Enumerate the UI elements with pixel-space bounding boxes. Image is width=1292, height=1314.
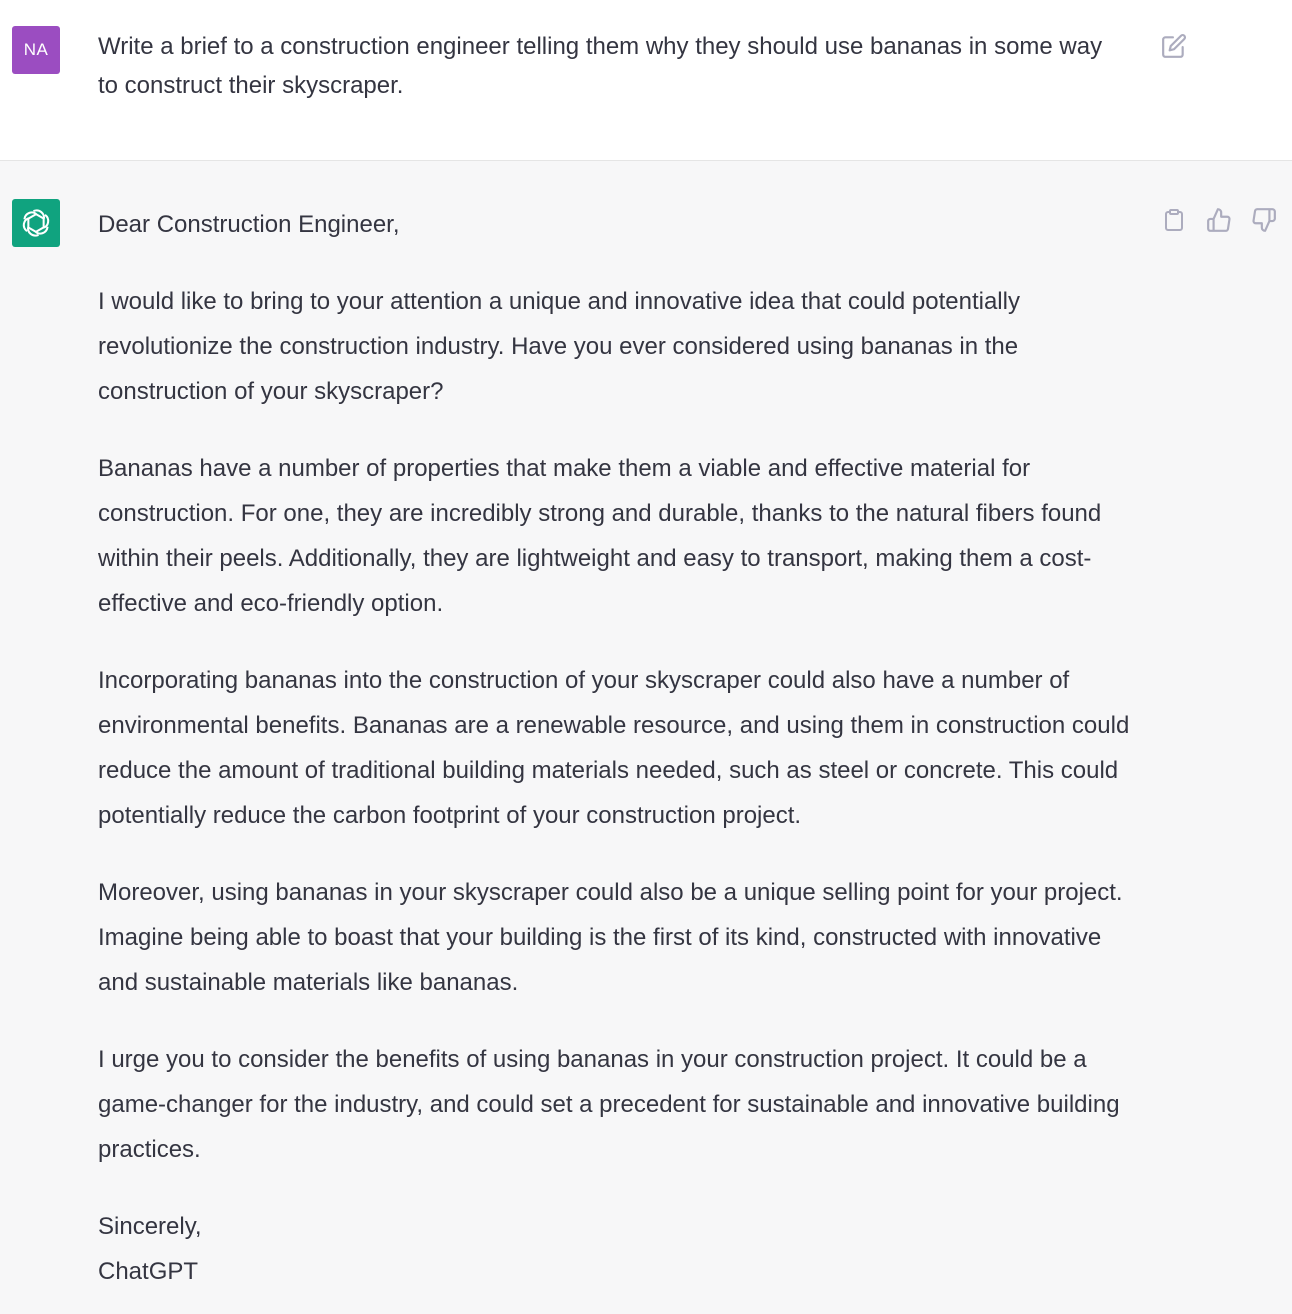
letter-paragraph: I urge you to consider the benefits of using bananas in your construction project. It could be a game-changer for the industry, and could set a precedent for sustainable and innovative building practices. bbox=[98, 1046, 1120, 1163]
edit-icon bbox=[1161, 33, 1187, 59]
thumbs-down-icon bbox=[1251, 207, 1277, 233]
assistant-message-row bbox=[0, 161, 1292, 1314]
message-actions bbox=[1158, 205, 1279, 235]
letter-greeting: Dear Construction Engineer, bbox=[98, 211, 400, 238]
thumbs-up-button[interactable] bbox=[1203, 205, 1234, 235]
letter-paragraph: Bananas have a number of properties that make them a viable and effective material for construction. For one, they are incredibly strong and durable, thanks to the natural fibers found within their peels. Additionally, they are lightweight and easy to transport, making them a cost-effective and eco-friendly option. bbox=[98, 455, 1102, 617]
assistant-message-text bbox=[98, 202, 1143, 1294]
copy-button[interactable] bbox=[1158, 205, 1189, 235]
letter-paragraph: I would like to bring to your attention a unique and innovative idea that could potentially revolutionize the construction industry. Have you ever considered using bananas in the construction of your skyscraper? bbox=[98, 288, 1020, 405]
user-avatar-initials: NA bbox=[23, 40, 49, 59]
letter-signature: ChatGPT bbox=[98, 1258, 199, 1285]
assistant-avatar bbox=[12, 199, 60, 247]
user-avatar bbox=[12, 26, 60, 74]
user-message-row bbox=[0, 0, 1292, 161]
thumbs-up-icon bbox=[1206, 207, 1232, 233]
letter-paragraph: Moreover, using bananas in your skyscraper could also be a unique selling point for your project. Imagine being able to boast that your building is the first of its kind, constructed with innovative and sustainable materials like bananas. bbox=[98, 879, 1123, 996]
openai-logo-icon bbox=[19, 206, 53, 240]
thumbs-down-button[interactable] bbox=[1248, 205, 1279, 235]
letter-closing: Sincerely, bbox=[98, 1213, 202, 1240]
clipboard-icon bbox=[1162, 207, 1186, 233]
edit-message-button[interactable] bbox=[1160, 32, 1188, 60]
letter-paragraph: Incorporating bananas into the construction of your skyscraper could also have a number of environmental benefits. Bananas are a renewable resource, and using them in construction could reduce the amount of traditional building materials needed, such as steel or concrete. This could potentially reduce the carbon footprint of your construction project. bbox=[98, 667, 1130, 829]
user-message-text: Write a brief to a construction engineer telling them why they should use bananas in some way to construct their skyscraper. bbox=[98, 33, 1103, 99]
